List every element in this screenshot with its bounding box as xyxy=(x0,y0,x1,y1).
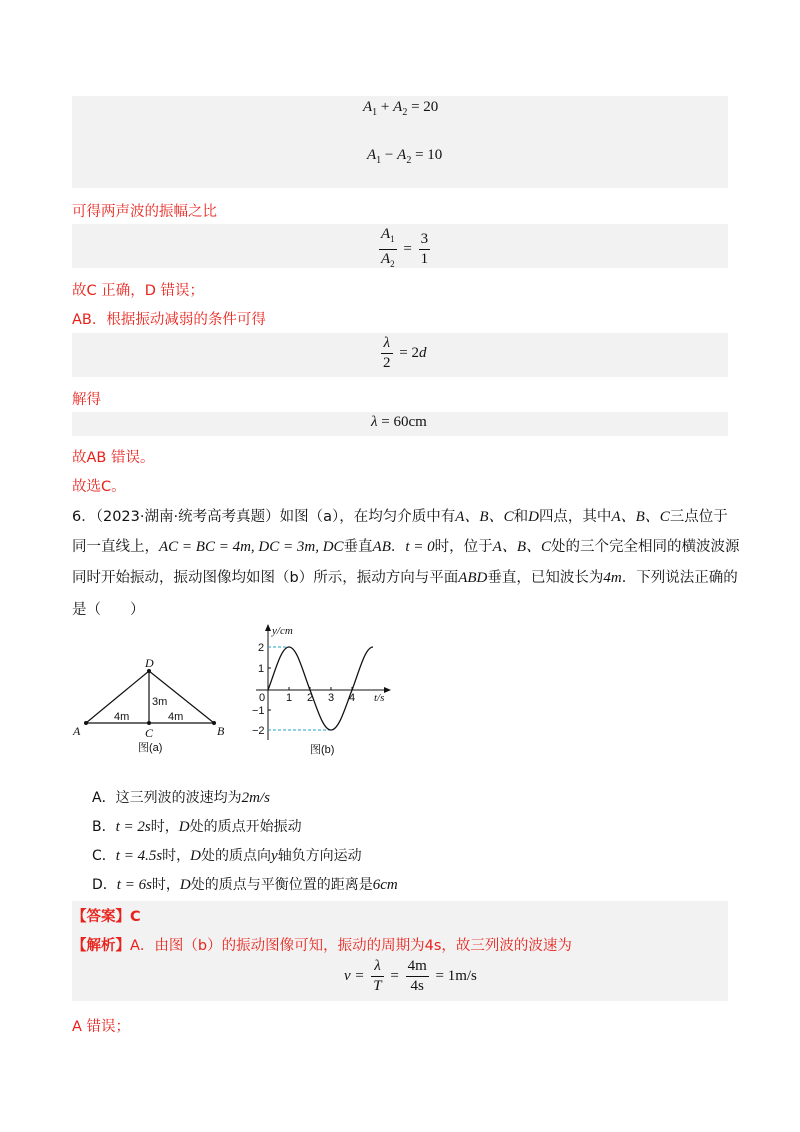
jiede-text: 解得 xyxy=(72,392,101,408)
c-correct-text: 故C 正确，D 错误； xyxy=(72,283,205,299)
equation-difference: $A_1 - A_2 = 10$ xyxy=(367,147,443,166)
label-a: A xyxy=(73,724,81,738)
label-cb-length: 4m xyxy=(168,711,184,723)
question-line-2: 同一直线上，AC = BC = 4m, DC = 3m, DC垂直AB．t = 0时，位于A、B、C处的三个完全相同的横波波源 xyxy=(72,539,740,555)
equation-wave-speed: v = $\frac{\lambda}{T}$ = $\frac{4m}{4s}$ = 1m/s xyxy=(344,958,477,994)
option-b[interactable]: B．t = 2s时，D处的质点开始振动 xyxy=(92,819,302,835)
equation-sum: $A_1 + A_2 = 20$ xyxy=(363,99,439,118)
ytick-1: 1 xyxy=(258,663,265,675)
x-axis-label: t/s xyxy=(374,692,385,704)
option-c[interactable]: C．t = 4.5s时，D处的质点向y轴负方向运动 xyxy=(92,848,362,864)
question-line-3: 同时开始振动，振动图像均如图（b）所示，振动方向与平面ABD垂直，已知波长为4m．下列说法正确的 xyxy=(72,570,738,586)
xtick-1: 1 xyxy=(286,692,293,704)
ratio-intro-text: 可得两声波的振幅之比 xyxy=(72,204,217,220)
caption-figure-a: 图(a) xyxy=(138,742,163,754)
label-d: D xyxy=(145,656,154,670)
xtick-2: 2 xyxy=(307,692,314,704)
xtick-4: 4 xyxy=(349,692,356,704)
a-wrong-text: A 错误； xyxy=(72,1019,131,1035)
option-d[interactable]: D．t = 6s时，D处的质点与平衡位置的距离是6cm xyxy=(92,877,398,893)
analysis-line: 【解析】A．由图（b）的振动图像可知，振动的周期为4s，故三列波的波速为 xyxy=(72,938,572,954)
y-axis-label: y/cm xyxy=(272,625,293,637)
question-line-4: 是（ ） xyxy=(72,602,145,618)
option-a[interactable]: A．这三列波的波速均为2m/s xyxy=(92,790,270,806)
ytick-neg2: −2 xyxy=(252,725,265,737)
equation-lambda-value: λ = 60cm xyxy=(371,414,427,430)
figure-b-vibration-graph xyxy=(248,622,398,757)
equation-half-lambda: $\frac{\lambda}{2}$ = 2d xyxy=(383,335,427,371)
question-line-1: 6．（2023·湖南·统考高考真题）如图（a），在均匀介质中有A、B、C和D四点，其中A、B、C三点位于 xyxy=(72,509,728,525)
choose-c-text: 故选C。 xyxy=(72,479,126,495)
figure-a-triangle xyxy=(70,655,230,755)
label-c: C xyxy=(145,726,154,740)
xtick-0: 0 xyxy=(259,692,266,704)
xtick-3: 3 xyxy=(328,692,335,704)
ytick-2: 2 xyxy=(258,642,265,654)
ab-intro-text: AB．根据振动减弱的条件可得 xyxy=(72,312,266,328)
caption-figure-b: 图(b) xyxy=(310,744,335,756)
label-ac-length: 4m xyxy=(114,711,130,723)
equation-ratio: $\frac{A_1}{A_2}$ = $\frac{3}{1}$ xyxy=(381,226,429,269)
label-dc-length: 3m xyxy=(152,696,168,708)
answer-line: 【答案】C xyxy=(72,909,141,925)
ab-wrong-text: 故AB 错误。 xyxy=(72,450,155,466)
label-b: B xyxy=(217,724,225,738)
ytick-neg1: −1 xyxy=(252,705,265,717)
